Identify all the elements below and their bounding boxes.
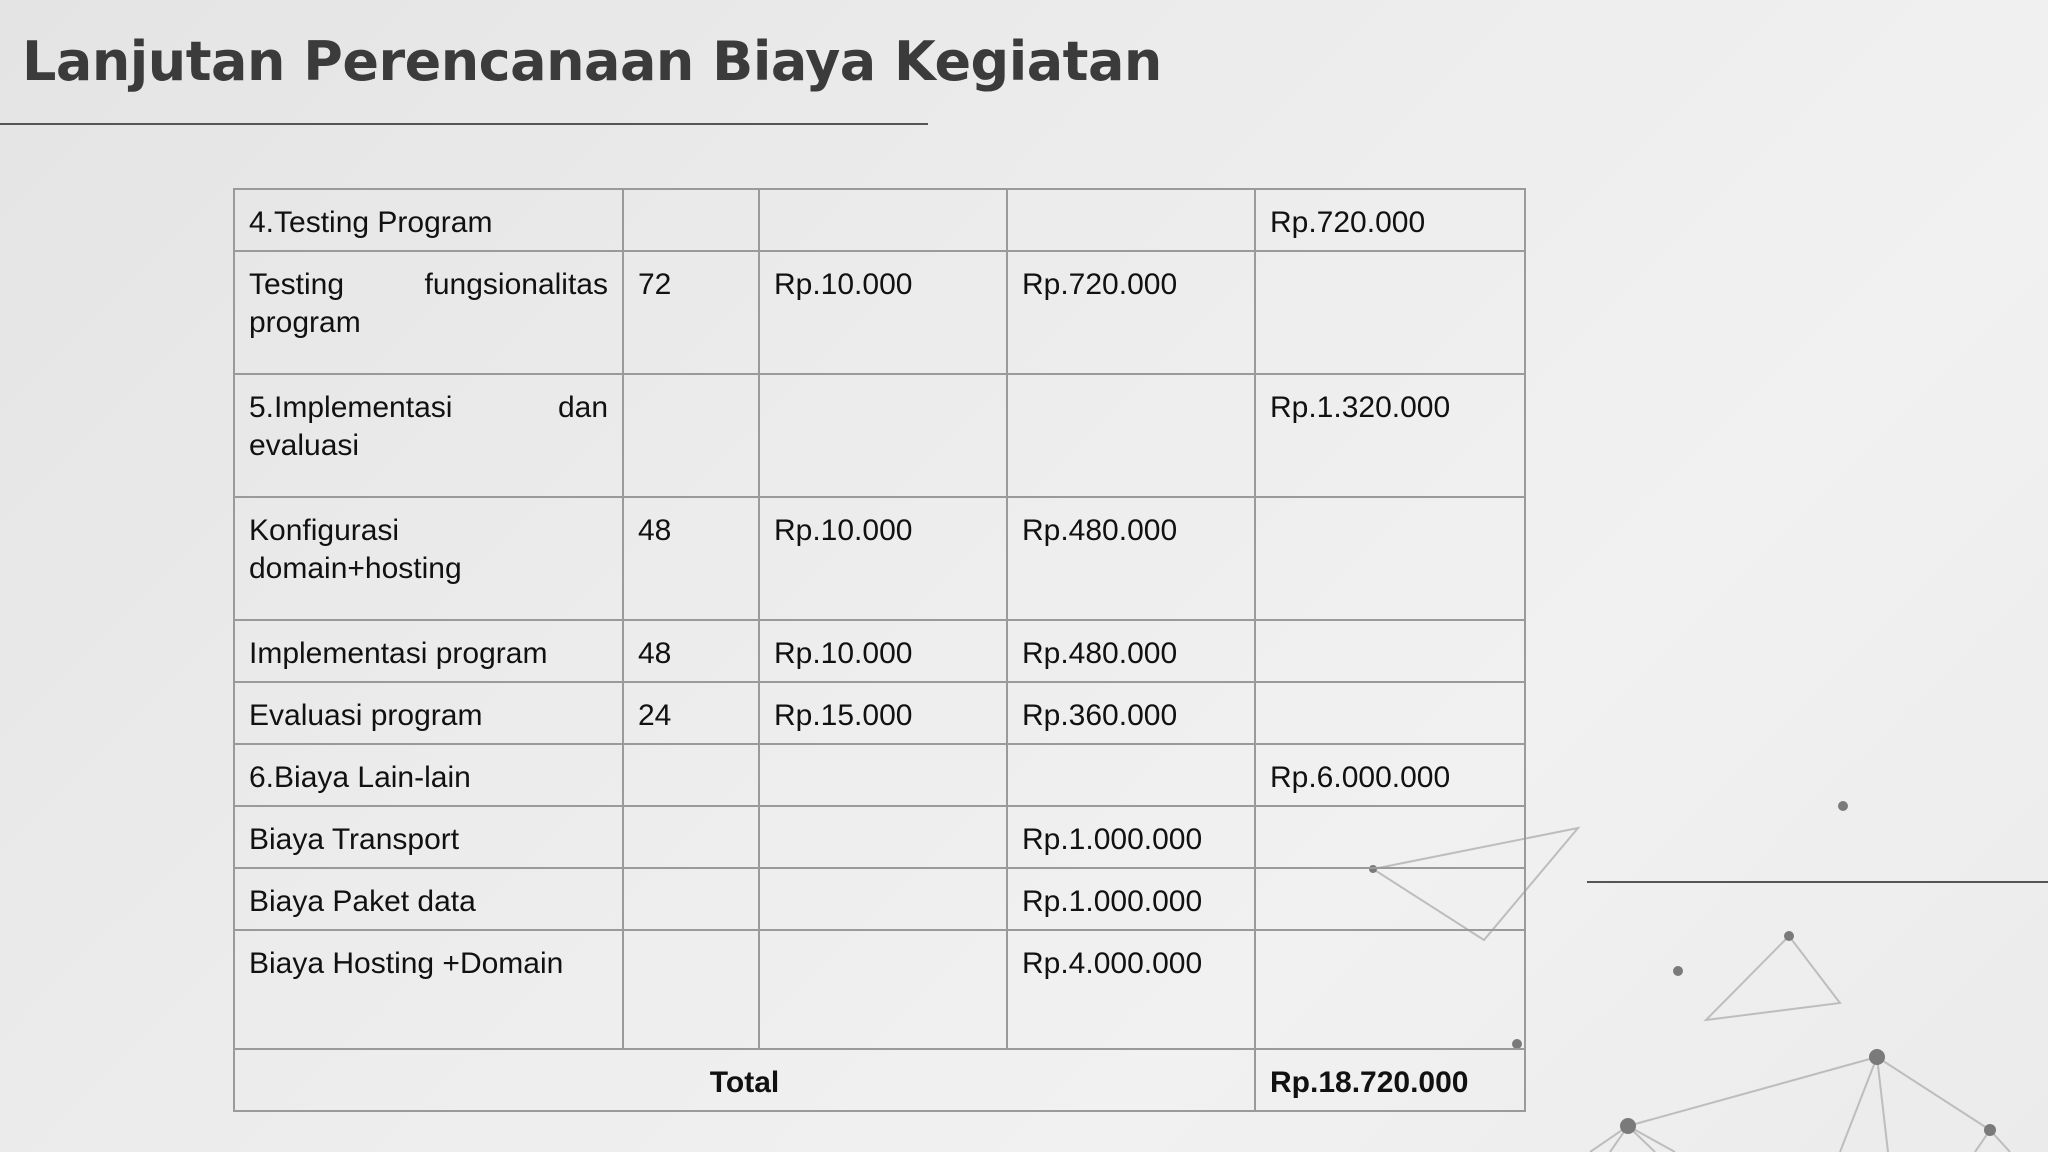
total-cell bbox=[1255, 497, 1525, 620]
subtotal-cell bbox=[1007, 374, 1255, 497]
total-cell: Rp.1.320.000 bbox=[1255, 374, 1525, 497]
budget-table bbox=[233, 188, 1526, 1112]
title-underline bbox=[0, 123, 928, 125]
item-cell: Biaya Transport bbox=[234, 806, 623, 868]
table-row bbox=[234, 189, 1525, 251]
table-row bbox=[234, 374, 1525, 497]
table-row bbox=[234, 497, 1525, 620]
price-cell: Rp.15.000 bbox=[759, 682, 1007, 744]
price-cell bbox=[759, 744, 1007, 806]
subtotal-cell: Rp.480.000 bbox=[1007, 497, 1255, 620]
table-row bbox=[234, 930, 1525, 1049]
subtotal-cell: Rp.1.000.000 bbox=[1007, 806, 1255, 868]
total-cell bbox=[1255, 251, 1525, 374]
qty-cell: 24 bbox=[623, 682, 759, 744]
total-cell bbox=[1255, 682, 1525, 744]
total-row bbox=[234, 1049, 1525, 1111]
qty-cell bbox=[623, 930, 759, 1049]
table-row bbox=[234, 620, 1525, 682]
table-row bbox=[234, 682, 1525, 744]
subtotal-cell: Rp.4.000.000 bbox=[1007, 930, 1255, 1049]
item-cell: Biaya Hosting +Domain bbox=[234, 930, 623, 1049]
item-cell: Testing fungsionalitas program bbox=[234, 251, 623, 374]
total-cell bbox=[1255, 868, 1525, 930]
qty-cell: 48 bbox=[623, 620, 759, 682]
item-cell: Implementasi program bbox=[234, 620, 623, 682]
subtotal-cell: Rp.720.000 bbox=[1007, 251, 1255, 374]
subtotal-cell bbox=[1007, 744, 1255, 806]
total-label: Total bbox=[234, 1049, 1255, 1111]
total-cell bbox=[1255, 620, 1525, 682]
qty-cell: 72 bbox=[623, 251, 759, 374]
price-cell: Rp.10.000 bbox=[759, 251, 1007, 374]
subtotal-cell: Rp.1.000.000 bbox=[1007, 868, 1255, 930]
table-row bbox=[234, 868, 1525, 930]
total-cell bbox=[1255, 930, 1525, 1049]
qty-cell bbox=[623, 744, 759, 806]
price-cell bbox=[759, 930, 1007, 1049]
page-title: Lanjutan Perencanaan Biaya Kegiatan bbox=[22, 30, 1162, 93]
subtotal-cell: Rp.480.000 bbox=[1007, 620, 1255, 682]
item-cell: 6.Biaya Lain-lain bbox=[234, 744, 623, 806]
price-cell: Rp.10.000 bbox=[759, 620, 1007, 682]
price-cell bbox=[759, 374, 1007, 497]
item-cell: 4.Testing Program bbox=[234, 189, 623, 251]
total-cell: Rp.720.000 bbox=[1255, 189, 1525, 251]
total-cell: Rp.6.000.000 bbox=[1255, 744, 1525, 806]
qty-cell bbox=[623, 189, 759, 251]
subtotal-cell: Rp.360.000 bbox=[1007, 682, 1255, 744]
qty-cell bbox=[623, 806, 759, 868]
item-cell: Konfigurasi domain+hosting bbox=[234, 497, 623, 620]
price-cell: Rp.10.000 bbox=[759, 497, 1007, 620]
price-cell bbox=[759, 806, 1007, 868]
qty-cell bbox=[623, 868, 759, 930]
table-row bbox=[234, 806, 1525, 868]
table-row bbox=[234, 744, 1525, 806]
price-cell bbox=[759, 189, 1007, 251]
price-cell bbox=[759, 868, 1007, 930]
total-cell bbox=[1255, 806, 1525, 868]
qty-cell: 48 bbox=[623, 497, 759, 620]
qty-cell bbox=[623, 374, 759, 497]
item-cell: 5.Implementasi dan evaluasi bbox=[234, 374, 623, 497]
grand-total-value: Rp.18.720.000 bbox=[1255, 1049, 1525, 1111]
divider-line bbox=[1587, 881, 2048, 883]
item-cell: Evaluasi program bbox=[234, 682, 623, 744]
item-cell: Biaya Paket data bbox=[234, 868, 623, 930]
subtotal-cell bbox=[1007, 189, 1255, 251]
table-row bbox=[234, 251, 1525, 374]
